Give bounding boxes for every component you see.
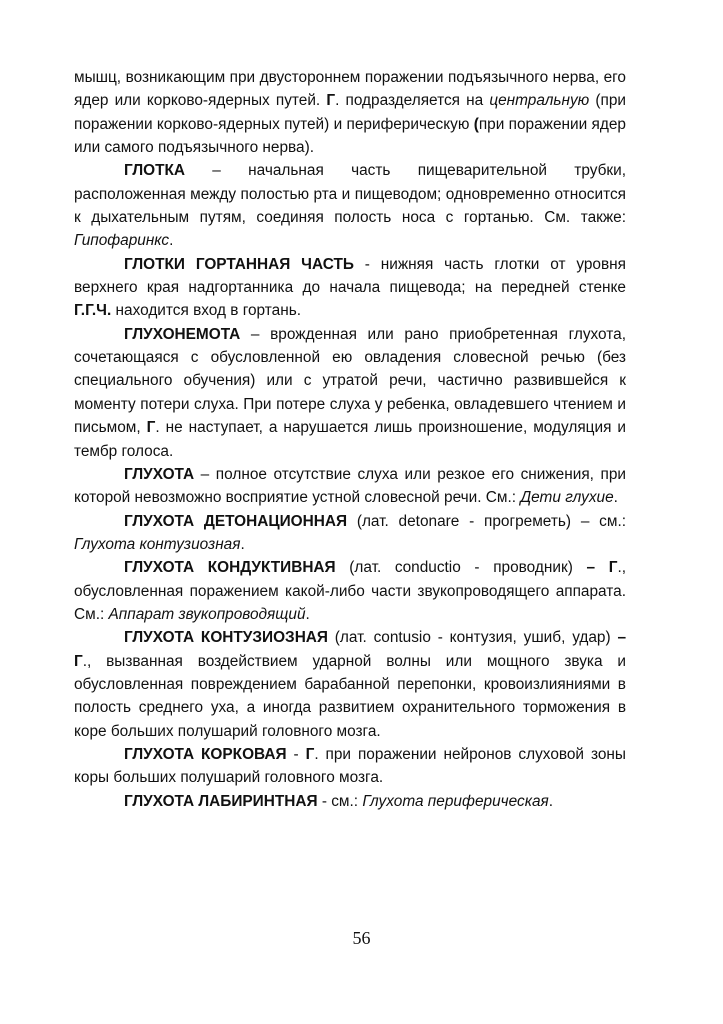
entry-gluhota-labirintnaya [74, 790, 626, 813]
text-run: при поражении ядер или самого подъязычного нерва). [74, 115, 626, 157]
entry-definition: - нижняя часть глотки от уровня верхнего края надгортанника до начала пищевода; на передней стенке [74, 255, 626, 297]
entry-term: ГЛУХОТА КОРКОВАЯ [124, 745, 287, 763]
text-run: ., вызванная воздействием ударной волны или мощного звука и обусловленная повреждением барабанной перепонки, кровоизлияниями в полость среднего уха, а иногда развитием охранительного торможения в коре больших полушарий головного мозга. [74, 652, 626, 740]
cross-reference: Гипофаринкс [74, 232, 170, 250]
term-abbreviation: Г [146, 419, 156, 437]
entry-term: ГЛУХОТА ДЕТОНАЦИОННАЯ [124, 512, 348, 530]
text-run: . подразделяется на [335, 92, 490, 110]
cross-reference: Глухота периферическая [362, 792, 549, 810]
text-run: . [548, 792, 554, 810]
cross-reference: Глухота контузиозная [74, 535, 241, 553]
text-run: мышц, возникающим при двустороннем поражении подъязычного нерва, его ядер или корково-ядерных путей. [74, 69, 626, 110]
entry-term: ГЛОТКИ ГОРТАННАЯ ЧАСТЬ [124, 255, 354, 273]
entry-gluhota-konduktivnaya [74, 556, 626, 626]
entry-definition: - [286, 745, 306, 763]
term-abbreviation: Г [326, 92, 336, 110]
text-run: . при поражении нейронов слуховой зоны коры больших полушарий головного мозга. [74, 745, 626, 787]
entry-definition: (лат. contusio - контузия, ушиб, удар) [327, 629, 618, 647]
text-run: . [240, 535, 245, 553]
term-abbreviation: Г.Г.Ч. [74, 302, 112, 320]
entry-definition: (лат. detonare - прогреметь) – см.: [347, 512, 626, 530]
cross-reference: Аппарат звукопроводящий [108, 605, 306, 623]
entry-term: ГЛУХОТА КОНТУЗИОЗНАЯ [124, 629, 328, 647]
entry-term: ГЛУХОНЕМОТА [124, 325, 241, 343]
entry-definition: – начальная часть пищеварительной трубки, расположенная между полостью рта и пищеводом; одновременно относится к дыхательным путям, соединяя полость носа с гортанью. См. также: [74, 162, 626, 227]
text-run: . [305, 605, 310, 623]
entry-definition: (лат. conductio - проводник) [335, 559, 587, 577]
entry-term: ГЛУХОТА ЛАБИРИНТНАЯ [124, 792, 318, 810]
body-text [74, 66, 626, 813]
term-abbreviation: – Г [74, 629, 626, 670]
entry-gluhota-kontuzioznaya [74, 626, 626, 743]
paragraph-continuation [74, 66, 626, 159]
text-run: ., обусловленная поражением какой-либо части звукопроводящего аппарата. См.: [74, 559, 627, 623]
entry-gluhota [74, 463, 626, 510]
term-abbreviation: Г [305, 745, 315, 763]
text-run: находится вход в гортань. [111, 302, 302, 320]
cross-reference: Дети глухие [520, 489, 614, 507]
entry-glotka [74, 159, 626, 252]
entry-gluhota-detonacionnaya [74, 510, 626, 557]
entry-definition: – полное отсутствие слуха или резкое его снижения, при которой невозможно восприятие устной словесной речи. См.: [74, 465, 626, 507]
entry-gluhonemota [74, 323, 626, 463]
text-run: . [613, 489, 618, 507]
entry-definition: - см.: [317, 792, 363, 810]
page-number: 56 [352, 928, 371, 948]
bold-paren: ( [473, 115, 479, 133]
text-run: . [169, 232, 174, 250]
text-run: . не наступает, а нарушается лишь произношение, модуляция и тембр голоса. [74, 419, 626, 460]
text-run: (при поражении корково-ядерных путей) и периферическую [74, 92, 626, 133]
entry-gluhota-korkovaya [74, 743, 626, 790]
term-abbreviation: – Г [586, 559, 618, 577]
entry-definition: – врожденная или рано приобретенная глухота, сочетающаяся с обусловленной ею овладения словесной речью (без специального обучения) или с утратой речи, частично развившейся к моменту потери слуха. При потере слуха у ребенка, овладевшего чтением и письмом, [74, 325, 626, 437]
entry-term: ГЛУХОТА КОНДУКТИВНАЯ [124, 559, 336, 577]
italic-term: центральную [489, 92, 590, 110]
entry-term: ГЛУХОТА [124, 465, 195, 483]
entry-glotki-gortannaya-chast [74, 253, 626, 323]
entry-term: ГЛОТКА [124, 162, 186, 180]
